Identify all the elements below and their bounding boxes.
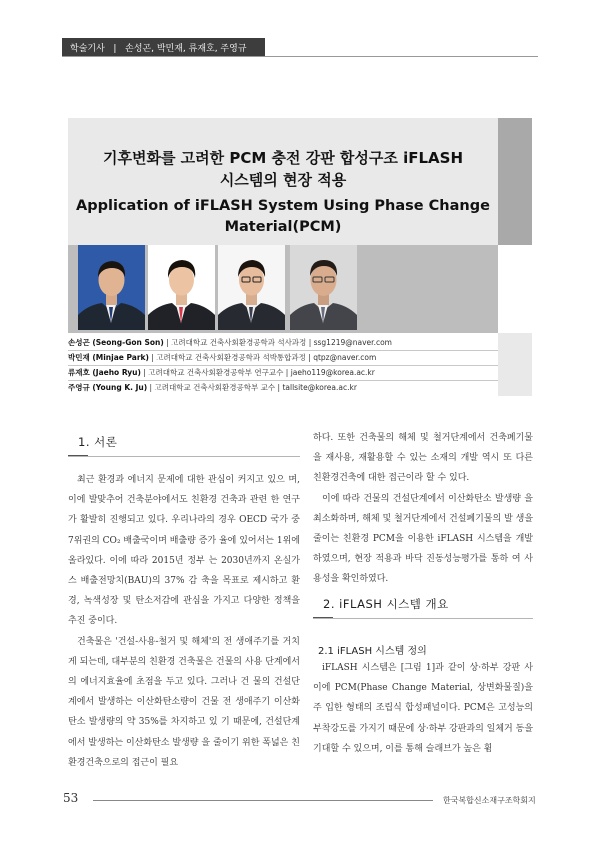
text-line: 건축물은 '건설-사용-철거 및 해체'의 전 생애주기를 bbox=[77, 636, 280, 647]
text-line: 을 최소화하며, 해체 및 철거단계에서 건설폐기물의 발 bbox=[313, 493, 533, 524]
author-affiliation: 고려대학교 건축사회환경공학부 교수 bbox=[154, 383, 276, 392]
title-korean bbox=[68, 147, 498, 191]
author-info: 주영규 (Young K. Ju) | 고려대학교 건축사회환경공학부 교수 | tallsite@korea.ac.kr bbox=[68, 383, 357, 392]
author-email: ssg1219@naver.com bbox=[313, 338, 392, 347]
author-affiliation: 고려대학교 건축사회환경공학부 연구교수 bbox=[148, 368, 284, 377]
subsection-heading: 2.1 iFLASH 시스템 정의 bbox=[318, 646, 427, 657]
title-korean-line: 시스템의 현장 적용 bbox=[219, 171, 347, 189]
text-line: 이에 따라 건물의 건설단계에서 이산화탄소 발생량 bbox=[322, 493, 521, 504]
footer-rule bbox=[93, 800, 433, 801]
text-line: 하다. 또한 건축물의 해체 및 철거단계에서 건축폐기물 bbox=[313, 433, 533, 443]
author-photo bbox=[218, 245, 285, 330]
section-rule bbox=[313, 618, 533, 619]
text-line: 며, 이에 발맞추어 건축분야에서도 친환경 건축과 관련 bbox=[68, 475, 300, 506]
header-section: 학술기사 bbox=[70, 44, 105, 54]
title-corner-block bbox=[498, 118, 532, 245]
author-affiliation: 고려대학교 건축사회환경공학과 석박통합과정 bbox=[156, 353, 306, 362]
text-line: 최근 환경과 에너지 문제에 대한 관심이 커지고 있으 bbox=[77, 475, 285, 485]
author-info: 류재호 (Jaeho Ryu) | 고려대학교 건축사회환경공학부 연구교수 | jaeho119@korea.ac.kr bbox=[68, 368, 375, 377]
text-line: 한 연구가 활발히 진행되고 있다. 우리나라의 경우 bbox=[68, 495, 300, 526]
text-line: 단계에서의 에너지효율에 초점을 두고 있다. 그러나 건 bbox=[68, 656, 300, 688]
page-number: 53 bbox=[63, 791, 79, 805]
section-heading: 2. iFLASH 시스템 개요 bbox=[323, 597, 449, 611]
author-name: 박민재 (Minjae Park) bbox=[68, 353, 149, 362]
title-english-line: Application of iFLASH System Using Phase Change bbox=[76, 198, 490, 214]
header-authors: 손성곤, 박민재, 류재호, 주영규 bbox=[125, 44, 247, 54]
left-column bbox=[68, 470, 300, 773]
text-line: 친환경건축에 대한 접근이라 할 수 있다. bbox=[313, 473, 470, 484]
author-divider bbox=[68, 350, 498, 351]
journal-name: 한국복합신소재구조학회지 bbox=[443, 796, 536, 805]
text-line: 개발하였으며, 현장 적용과 바닥 진동성능평가를 통하 bbox=[313, 534, 533, 565]
paragraph bbox=[68, 470, 300, 632]
text-line: OECD 국가 중 7위권의 CO₂ 배출국이며 배출량 증가 bbox=[68, 515, 300, 546]
author-photo bbox=[148, 245, 215, 330]
author-email: jaeho119@korea.ac.kr bbox=[290, 368, 375, 377]
author-photo bbox=[290, 245, 357, 330]
title-english-line: Material(PCM) bbox=[224, 219, 342, 235]
author-email: tallsite@korea.ac.kr bbox=[282, 383, 357, 392]
text-line: 입한 형태의 조립식 합성패널이다. PCM은 고성능의 bbox=[325, 703, 533, 714]
text-line: 관심을 가지고 다양한 정책을 추진 중이다. bbox=[68, 596, 300, 627]
text-line: 생애주기 이산화탄소 발생량의 약 35%를 차지하고 있 bbox=[68, 697, 300, 728]
author-info: 손성곤 (Seong-Gon Son) | 고려대학교 건축사회환경공학과 석사과정 | ssg1219@naver.com bbox=[68, 338, 392, 347]
text-line: 부착강도를 가지기 때문에 상·하부 강판과의 일체거 bbox=[313, 723, 513, 734]
text-line: 을 재사용, 재활용할 수 있는 소재의 개발 역시 또 다른 bbox=[313, 453, 533, 464]
header-rule bbox=[62, 56, 538, 57]
author-affiliation: 고려대학교 건축사회환경공학과 석사과정 bbox=[171, 338, 307, 347]
author-email: qtpz@naver.com bbox=[313, 353, 377, 362]
section-heading: 1. 서론 bbox=[78, 435, 118, 449]
text-line: 는 2030년까지 온실가스 배출전망치(BAU)의 37% 감 bbox=[68, 555, 300, 587]
author-info: 박민재 (Minjae Park) | 고려대학교 건축사회환경공학과 석박통합과정 | qtpz@naver.com bbox=[68, 353, 377, 362]
author-divider bbox=[68, 365, 498, 366]
right-column-top bbox=[313, 428, 533, 590]
text-line: 축을 목표로 제시하고 환경, 녹색성장 및 탄소저감에 bbox=[68, 576, 300, 607]
paragraph bbox=[313, 428, 533, 489]
text-line: 기 때문에, 건설단계에서 발생하는 이산화탄소 발생량 bbox=[68, 717, 300, 748]
text-line: 동을 기대할 수 있으며, 이를 통해 슬래브가 높은 휨 bbox=[313, 723, 534, 754]
text-line: 이에 PCM(Phase Change Material, 상변화물질)을 주 bbox=[313, 683, 533, 714]
author-divider bbox=[68, 380, 498, 381]
paragraph bbox=[313, 489, 533, 590]
text-line: 여 사용성을 확인하였다. bbox=[313, 554, 534, 585]
title-english bbox=[68, 196, 498, 238]
text-line: 물의 건설단계에서 발생하는 이산화탄소량이 건물 전 bbox=[68, 677, 300, 708]
text-line: 을 줄이기 위한 폭넓은 친환경건축으로의 접근이 필요 bbox=[68, 737, 300, 768]
section-rule bbox=[68, 456, 300, 457]
author-name: 주영규 (Young K. Ju) bbox=[68, 383, 148, 392]
paragraph bbox=[68, 632, 300, 773]
text-line: 율에 있어서는 1위에 올라있다. 이에 따라 2015년 정부 bbox=[68, 535, 300, 566]
header-divider: | bbox=[107, 44, 123, 54]
text-line: 생을 줄이는 친환경 PCM을 이용한 iFLASH 시스템을 bbox=[313, 513, 534, 545]
title-korean-line: 기후변화를 고려한 PCM 충전 강판 합성구조 iFLASH bbox=[102, 149, 463, 167]
running-header bbox=[70, 41, 247, 54]
author-name: 손성곤 (Seong-Gon Son) bbox=[68, 338, 164, 347]
right-column-bottom bbox=[313, 658, 533, 759]
author-name: 류재호 (Jaeho Ryu) bbox=[68, 368, 141, 377]
author-photo bbox=[78, 245, 145, 330]
text-line: 거치게 되는데, 대부분의 친환경 건축물은 건물의 사용 bbox=[68, 636, 300, 667]
author-box-corner bbox=[498, 333, 532, 396]
text-line: iFLASH 시스템은 [그림 1]과 같이 상·하부 강판 사 bbox=[322, 663, 533, 673]
paragraph bbox=[313, 658, 533, 759]
